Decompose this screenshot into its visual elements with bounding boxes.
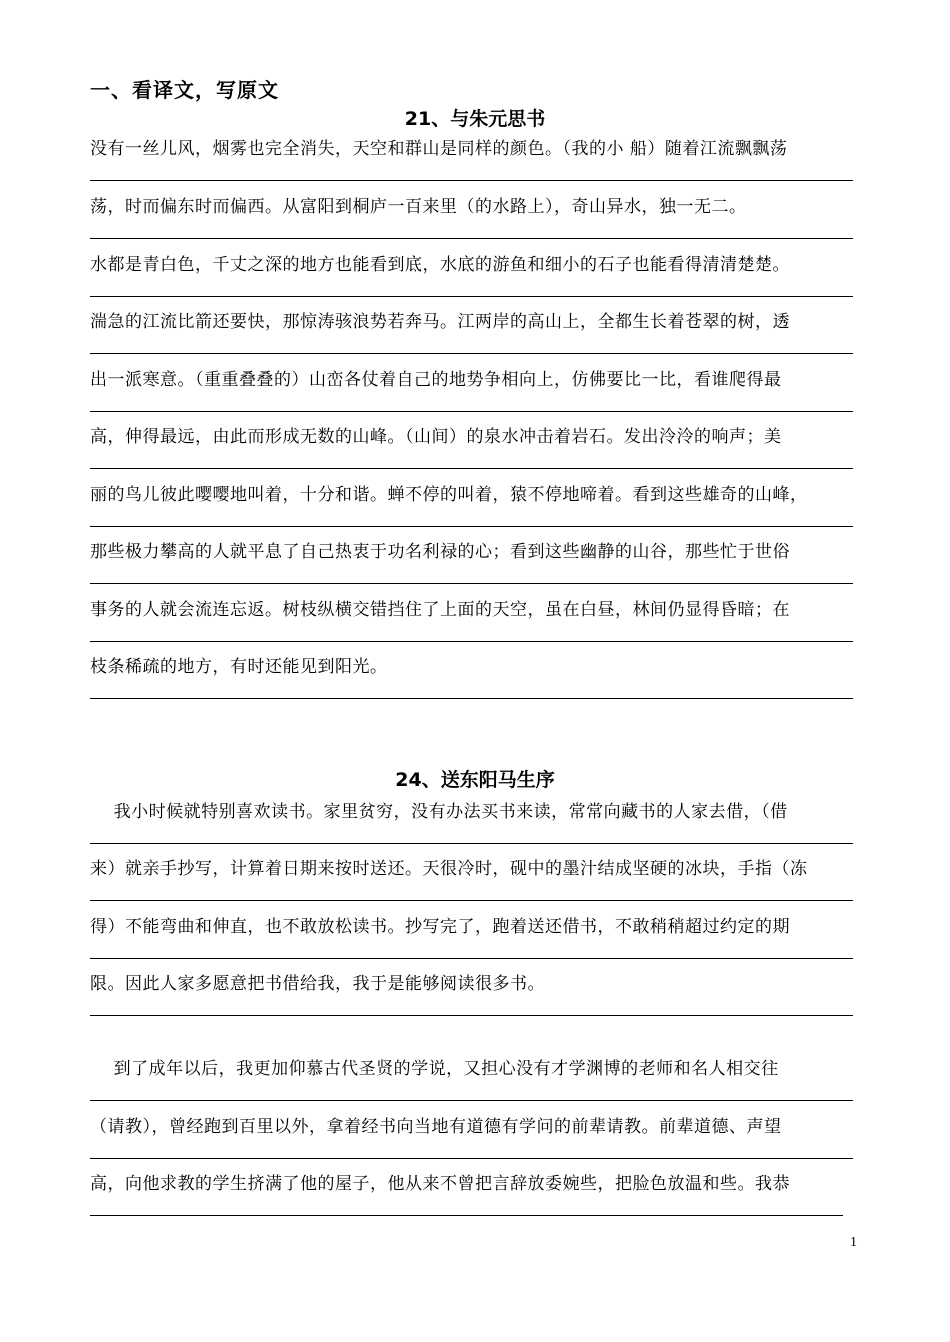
translation-line: 水都是青白色，千丈之深的地方也能看到底，水底的游鱼和细小的石子也能看得清清楚楚。 [90, 255, 790, 275]
answer-line [90, 1015, 853, 1016]
answer-line [90, 958, 853, 959]
passage-title: 24、送东阳马生序 [395, 769, 555, 791]
translation-line: 湍急的江流比箭还要快，那惊涛骇浪势若奔马。江两岸的高山上，全都生长着苍翠的树，透 [90, 312, 790, 332]
answer-line [90, 353, 853, 354]
translation-line: （请教），曾经跑到百里以外，拿着经书向当地有道德有学问的前辈请教。前辈道德、声望 [90, 1117, 782, 1137]
translation-line: 没有一丝儿风，烟雾也完全消失，天空和群山是同样的颜色。（我的小 船）随着江流飘飘荡 [90, 139, 788, 159]
answer-line [90, 1215, 843, 1216]
translation-line: 高，伸得最远，由此而形成无数的山峰。（山间）的泉水冲击着岩石。发出泠泠的响声；美 [90, 427, 782, 447]
answer-line [90, 900, 853, 901]
answer-line [90, 843, 853, 844]
section-heading: 一、看译文，写原文 [90, 78, 279, 102]
translation-line: 出一派寒意。（重重叠叠的）山峦各仗着自己的地势争相向上，仿佛要比一比，看谁爬得最 [90, 370, 782, 390]
answer-line [90, 641, 853, 642]
translation-line: 荡，时而偏东时而偏西。从富阳到桐庐一百来里（的水路上），奇山异水，独一无二。 [90, 197, 747, 217]
answer-line [90, 411, 853, 412]
translation-line: 高，向他求教的学生挤满了他的屋子，他从来不曾把言辞放委婉些，把脸色放温和些。我恭 [90, 1174, 790, 1194]
translation-line: 来）就亲手抄写，计算着日期来按时送还。天很冷时，砚中的墨汁结成坚硬的冰块，手指（冻 [90, 859, 808, 879]
translation-line: 枝条稀疏的地方，有时还能见到阳光。 [90, 657, 388, 677]
translation-line: 丽的鸟儿彼此嘤嘤地叫着，十分和谐。蝉不停的叫着，猿不停地啼着。看到这些雄奇的山峰， [90, 485, 808, 505]
page-number: 1 [850, 1235, 857, 1250]
translation-line: 我小时候就特别喜欢读书。家里贫穷，没有办法买书来读，常常向藏书的人家去借，（借 [90, 802, 788, 822]
answer-line [90, 526, 853, 527]
answer-line [90, 296, 853, 297]
answer-line [90, 180, 853, 181]
answer-line [90, 698, 853, 699]
translation-line: 限。因此人家多愿意把书借给我，我于是能够阅读很多书。 [90, 974, 545, 994]
passage-title: 21、与朱元思书 [404, 108, 546, 130]
answer-line [90, 468, 853, 469]
answer-line [90, 1158, 853, 1159]
translation-line: 事务的人就会流连忘返。树枝纵横交错挡住了上面的天空，虽在白昼，林间仍显得昏暗；在 [90, 600, 790, 620]
answer-line [90, 1100, 853, 1101]
translation-line: 得）不能弯曲和伸直，也不敢放松读书。抄写完了，跑着送还借书，不敢稍稍超过约定的期 [90, 917, 790, 937]
translation-line: 那些极力攀高的人就平息了自己热衷于功名利禄的心；看到这些幽静的山谷，那些忙于世俗 [90, 542, 790, 562]
translation-line: 到了成年以后，我更加仰慕古代圣贤的学说，又担心没有才学渊博的老师和名人相交往 [90, 1059, 779, 1079]
answer-line [90, 583, 853, 584]
answer-line [90, 238, 853, 239]
